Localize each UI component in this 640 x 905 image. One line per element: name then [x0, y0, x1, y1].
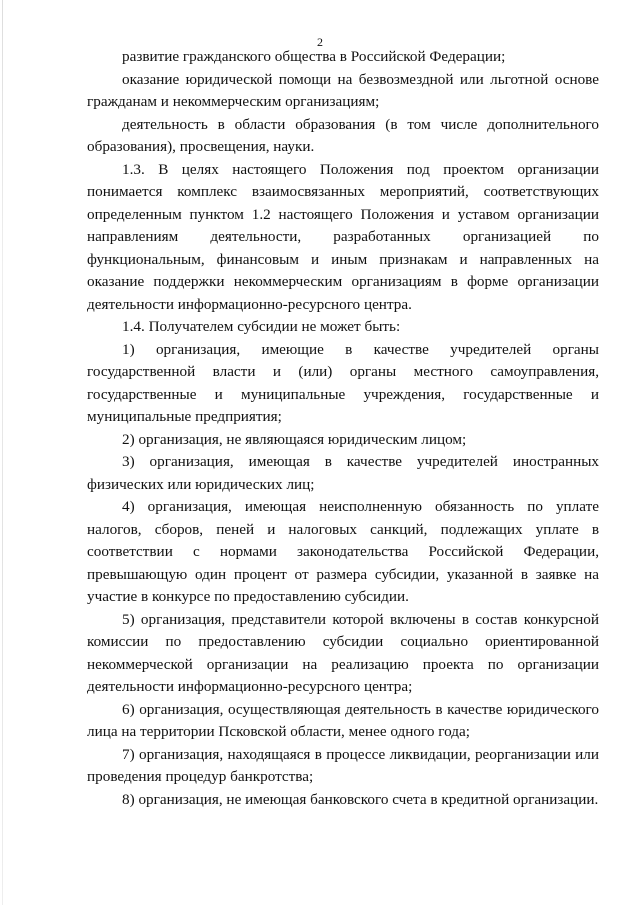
list-item-2: 2) организация, не являющаяся юридическим лицом; [122, 430, 467, 448]
scan-edge [2, 0, 3, 905]
list-item-8: 8) организация, не имеющая банковского счета в кредитной организации. [122, 790, 599, 808]
list-item-6: 6) организация, осуществляющая деятельность в качестве юридического лица на территории Псковской области, менее одного года; [87, 700, 599, 740]
document-body [87, 46, 599, 811]
paragraph-education: деятельность в области образования (в том числе дополнительного образования), просвещения, науки. [87, 115, 599, 155]
list-item-7: 7) организация, находящаяся в процессе ликвидации, реорганизации или проведения процедур банкротства; [87, 745, 599, 785]
list-item-3: 3) организация, имеющая в качестве учредителей иностранных физических или юридических лиц; [87, 453, 599, 493]
list-item-5: 5) организация, представители которой включены в состав конкурсной комиссии по предоставлению субсидии социально ориентированной некоммерческой организации на реализацию проекта по организации деятельности информационно-ресурсного центра; [87, 610, 599, 695]
paragraph-1-4-heading: 1.4. Получателем субсидии не может быть: [122, 318, 401, 335]
paragraph-1-3-project-definition: 1.3. В целях настоящего Положения под проектом организации понимается комплекс взаимосвязанных мероприятий, соответствующих определенным пунктом 1.2 настоящего Положения и уставом организации направлениям деятельности, разработанных организацией по функциональным, финансовым и иным признакам и направленных на оказание поддержки некоммерческим организациям в форме организации деятельности информационно-ресурсного центра. [87, 160, 599, 313]
paragraph-legal-aid: оказание юридической помощи на безвозмездной или льготной основе гражданам и некоммерческим организациям; [87, 70, 599, 110]
page-number: 2 [317, 35, 323, 49]
list-item-4: 4) организация, имеющая неисполненную обязанность по уплате налогов, сборов, пеней и налоговых санкций, подлежащих уплате в соответствии с нормами законодательства Российской Федерации, превышающую один процент от размера субсидии, указанной в заявке на участие в конкурсе по предоставлению субсидии. [87, 498, 599, 605]
list-item-1: 1) организация, имеющие в качестве учредителей органы государственной власти и (или) органы местного самоуправления, государственные и муниципальные учреждения, государственные и муниципальные предприятия; [87, 340, 599, 425]
paragraph-civil-society: развитие гражданского общества в Российской Федерации; [122, 48, 506, 65]
